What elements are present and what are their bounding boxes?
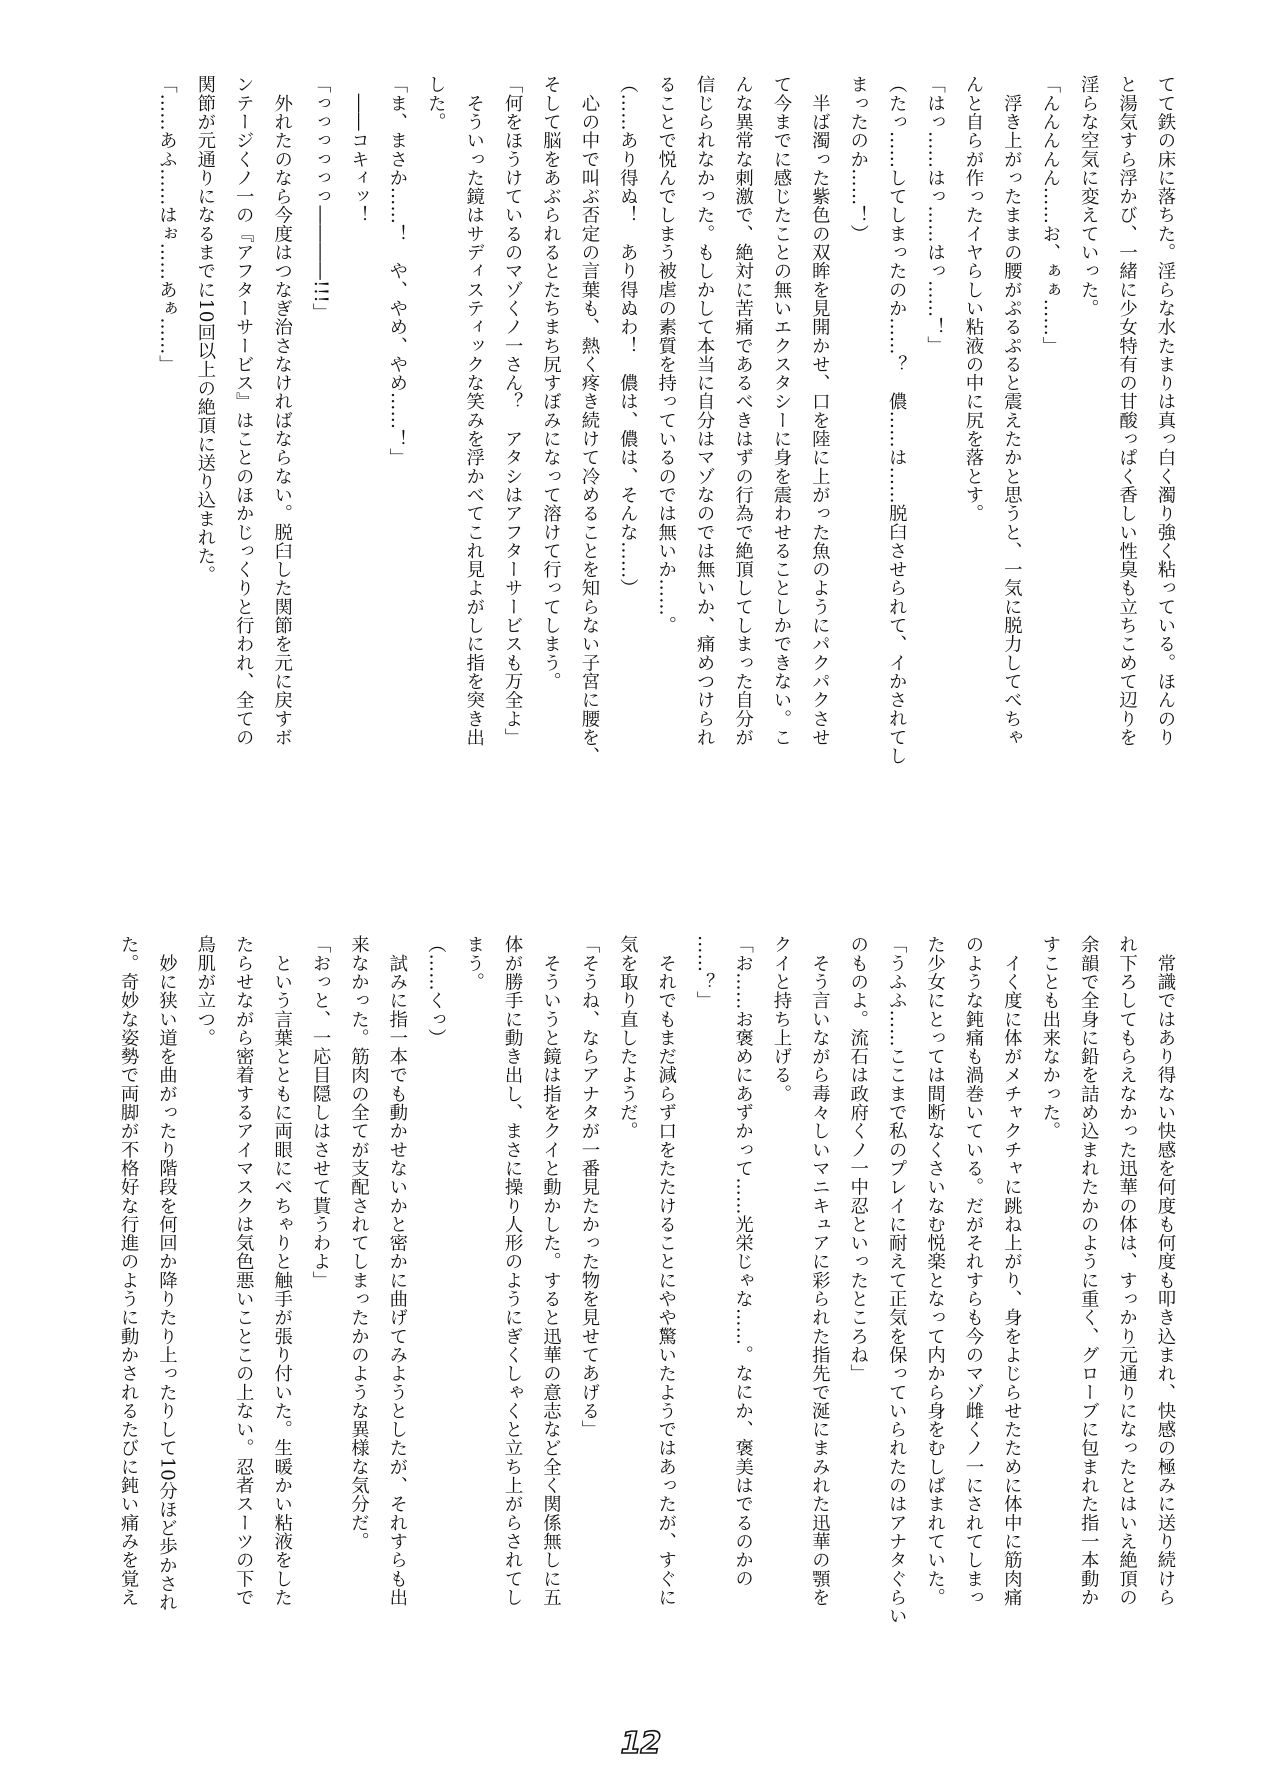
text-line: そう言いながら毒々しいマニキュアに彩られた指先で涎にまみれた迅華の顎を (809, 935, 831, 1607)
text-line: した。 (425, 75, 447, 131)
text-line: たらせながら密着するアイマスクは気色悪いことこの上ない。忍者スーツの下で (233, 935, 255, 1607)
text-line: のような鈍痛も渦巻いている。だがそれすらも今のマゾ雌くノ一にされてしまっ (962, 935, 984, 1607)
text-line: 来なかった。筋肉の全てが支配されてしまったかのような異様な気分だ。 (348, 935, 370, 1551)
text-line: んと自らが作ったイヤらしい粘液の中に尻を落とす。 (962, 75, 984, 523)
text-line: と湯気すら浮かび、一緒に少女特有の甘酸っぱく香しい性臭も立ちこめて辺りを (1116, 75, 1138, 747)
text-line: 「はっ……はっ……はっ……！」 (924, 75, 946, 355)
text-line: クイと持ち上げる。 (770, 935, 792, 1103)
text-line: まったのか……！） (847, 75, 869, 243)
text-line: そういうと鏡は指をクイと動かした。すると迅華の意志など全く関係無しに五 (540, 935, 562, 1607)
text-line: 関節が元通りになるまでに10回以上の絶頂に送り込まれた。 (194, 75, 216, 584)
text-line: 外れたのなら今度はつなぎ治さなければならない。脱臼した関節を元に戻すボ (271, 75, 293, 747)
text-line: た少女にとっては間断なくさいなむ悦楽となって内から身をむしばまれていた。 (924, 935, 946, 1607)
text-line: （……くっ） (425, 935, 447, 1047)
text-line: （……あり得ぬ！ あり得ぬわ！ 儂は、儂は、そんな……） (617, 75, 639, 598)
text-line: 常識ではあり得ない快感を何度も何度も叩き込まれ、快感の極みに送り続けら (1155, 935, 1176, 1607)
text-line: 「っっっっっっ――――!!!」 (310, 75, 332, 322)
text-line: 「お……お褒めにあずかって……光栄じゃな……。なにか、褒美はでるのかの (732, 935, 754, 1588)
text-column-upper (156, 75, 1184, 835)
text-line: 「おっと、一応目隠しはさせて貰うわよ」 (310, 935, 332, 1290)
text-line: てて鉄の床に落ちた。淫らな水たまりは真っ白く濁り強く粘っている。ほんのり (1155, 75, 1176, 747)
text-line: て今までに感じたことの無いエクスタシーに身を震わせることしかできない。こ (770, 75, 792, 747)
text-line: 「……あふ……はぉ……あぁ……」 (156, 75, 178, 374)
text-line: 半ば濁った紫色の双眸を見開かせ、口を陸に上がった魚のようにパクパクさせ (809, 75, 831, 747)
text-line: れ下ろしてもらえなかった迅華の体は、すっかり元通りになったとはいえ絶頂の (1116, 935, 1138, 1607)
text-line: ――コキィッ！ (348, 75, 370, 225)
text-line: のものよ。流石は政府くノ一中忍といったところね」 (847, 935, 869, 1383)
text-line: そういった鏡はサディスティックな笑みを浮かべてこれ見よがしに指を突き出 (463, 75, 485, 747)
text-line: んな異常な刺激で、絶対に苦痛であるべきはずの行為で絶頂してしまった自分が (732, 75, 754, 747)
text-line: そして脳をあぶられるとたちまち尻すぼみになって溶けて行ってしまう。 (540, 75, 562, 691)
text-line: それでもまだ減らず口をたたけることにやや驚いたようではあったが、すぐに (655, 935, 677, 1607)
text-line: まう。 (463, 935, 485, 991)
text-line: 鳥肌が立つ。 (194, 935, 216, 1047)
text-line: 「そうね、ならアナタが一番見たかった物を見せてあげる」 (578, 935, 600, 1439)
text-line: イく度に体がメチャクチャに跳ね上がり、身をよじらせたために体中に筋肉痛 (1001, 935, 1023, 1607)
text-line: 試みに指一本でも動かせないかと密かに曲げてみようとしたが、それすらも出 (386, 935, 408, 1607)
text-line: 浮き上がったままの腰がぷるぷると震えたかと思うと、一気に脱力してべちゃ (1001, 75, 1023, 747)
text-line: ることで悦んでしまう被虐の素質を持っているのでは無いか……。 (655, 75, 677, 635)
text-line: 「何をほうけているのマゾくノ一さん？ アタシはアフターサービスも万全よ」 (502, 75, 524, 747)
text-line: 気を取り直したようだ。 (617, 935, 639, 1141)
text-line: た。奇妙な姿勢で両脚が不格好な行進のように動かされるたびに鈍い痛みを覚え (118, 935, 140, 1607)
text-line: 信じられなかった。もしかして本当に自分はマゾなのでは無いか、痛めつけられ (694, 75, 716, 747)
text-line: 淫らな空気に変えていった。 (1078, 75, 1100, 318)
text-line: 妙に狭い道を曲がったり階段を何回か降りたり上ったりして10分ほど歩かされ (156, 935, 178, 1612)
text-column-lower (118, 935, 1184, 1695)
text-line: ……？」 (694, 935, 716, 1010)
text-line: ンテージくノ一の『アフターサービス』はことのほかじっくりと行われ、全ての (233, 75, 255, 747)
text-line: という言葉とともに両眼にべちゃりと触手が張り付いた。生暖かい粘液をした (271, 935, 293, 1607)
text-line: 心の中で叫ぶ否定の言葉も、熱く疼き続けて冷めることを知らない子宮に腰を、 (578, 75, 600, 766)
page-number: 12 (616, 1726, 664, 1761)
text-line: すことも出来なかった。 (1039, 935, 1061, 1141)
text-line: 「んんんんん……お、ぁぁ……」 (1039, 75, 1061, 355)
text-line: 「ま、まさか……！ や、やめ、やめ……！」 (386, 75, 408, 467)
text-line: 体が勝手に動き出し、まさに操り人形のようにぎくしゃくと立ち上がらされてし (502, 935, 524, 1607)
text-line: 余韻で全身に鉛を詰め込まれたかのように重く、グローブに包まれた指一本動か (1078, 935, 1100, 1607)
text-line: （たっ……してしまったのか……？ 儂……は……脱臼させられて、イかされてし (886, 75, 908, 765)
text-line: 「うふふ……ここまで私のプレイに耐えて正気を保っていられたのはアナタぐらい (886, 935, 908, 1626)
